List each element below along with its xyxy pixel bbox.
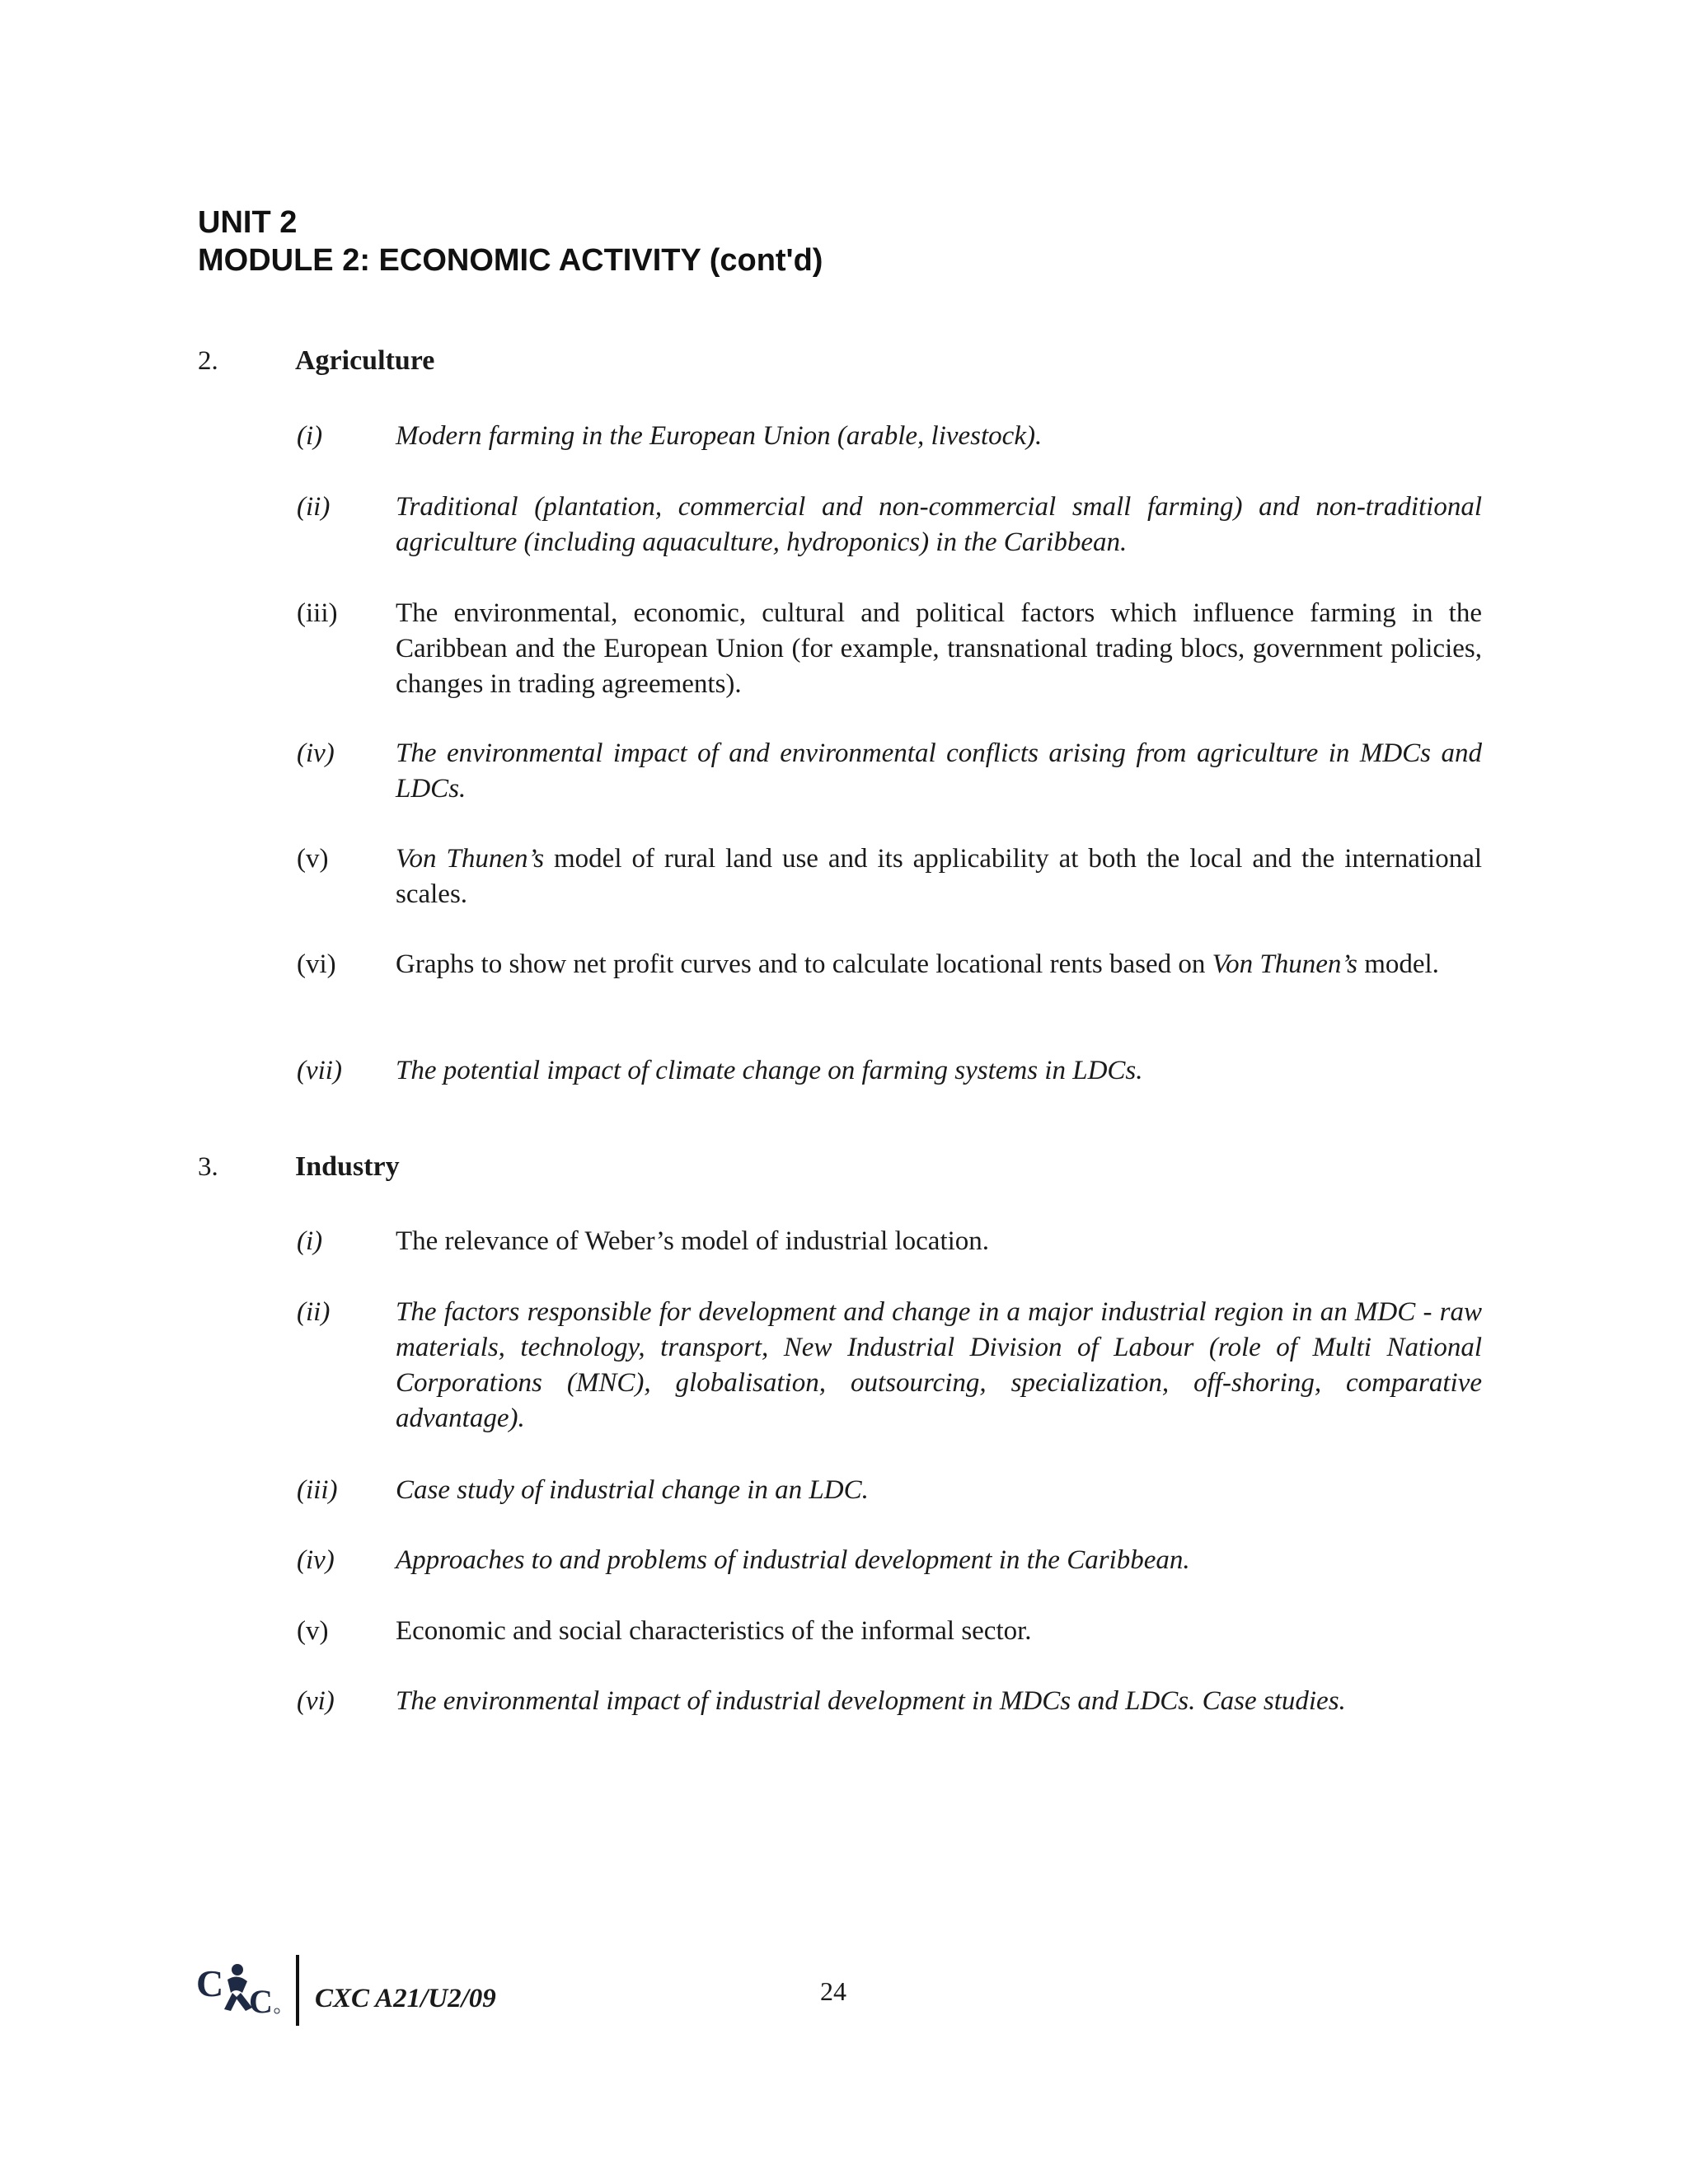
item-number: (ii) [297, 1297, 331, 1327]
item-text [396, 841, 1482, 912]
section-title: Industry [295, 1151, 400, 1182]
item-text-rest: model of rural land use and its applicability at both the local and the international scales. [396, 844, 1483, 909]
item-number: (iv) [297, 1545, 335, 1575]
unit-title: UNIT 2 [198, 205, 298, 240]
svg-text:C: C [196, 1962, 224, 2004]
item-number: (vi) [297, 949, 336, 979]
item-text-post: model. [1357, 949, 1439, 979]
item-number: (v) [297, 1616, 329, 1646]
item-number: (v) [297, 844, 329, 874]
item-text: Case study of industrial change in an LDC. [396, 1475, 869, 1505]
item-text: Economic and social characteristics of the informal sector. [396, 1616, 1032, 1646]
item-text-emphasis: Von Thunen’s [396, 844, 545, 874]
item-number: (iv) [297, 738, 335, 768]
document-code: CXC A21/U2/09 [315, 1984, 496, 2013]
item-number: (vii) [297, 1056, 342, 1085]
item-text: Approaches to and problems of industrial development in the Caribbean. [396, 1545, 1190, 1575]
footer-divider [296, 1955, 299, 2026]
section-industry [198, 1146, 1484, 1188]
item-number: (iii) [297, 1475, 338, 1505]
item-text [396, 947, 1482, 982]
item-number: (i) [297, 1226, 323, 1256]
module-title: MODULE 2: ECONOMIC ACTIVITY (cont'd) [198, 243, 823, 278]
section-agriculture [198, 340, 1484, 382]
item-number: (ii) [297, 492, 331, 522]
item-text: The environmental impact of and environmental conflicts arising from agriculture in MDCs and LDCs. [396, 738, 1482, 804]
cxc-logo-icon [195, 1960, 292, 2018]
svg-text:C: C [249, 1983, 273, 2018]
item-text: The relevance of Weber’s model of industrial location. [396, 1226, 990, 1256]
item-text-pre: Graphs to show net profit curves and to calculate locational rents based on [396, 949, 1212, 979]
section-number: 3. [198, 1152, 218, 1182]
section-number: 2. [198, 346, 218, 376]
item-text: Traditional (plantation, commercial and non-commercial small farming) and non-traditional agriculture (including aquaculture, hydroponics) in the Caribbean. [396, 492, 1482, 557]
item-text: The environmental impact of industrial development in MDCs and LDCs. Case studies. [396, 1686, 1346, 1716]
section-title: Agriculture [295, 345, 435, 376]
item-number: (vi) [297, 1686, 335, 1716]
item-text: The factors responsible for development and change in a major industrial region in an MDC - raw materials, technology, transport, New Industrial Division of Labour (role of Multi National Corporations (MNC), globalisation, outsourcing, specialization, off-shoring, comparative advantage). [396, 1297, 1482, 1433]
item-number: (iii) [297, 598, 338, 628]
page-number: 24 [820, 1976, 846, 2006]
item-text-emphasis: Von Thunen’s [1212, 949, 1357, 979]
item-text: Modern farming in the European Union (arable, livestock). [396, 421, 1043, 451]
item-text: The environmental, economic, cultural and political factors which influence farming in the Caribbean and the European Union (for example, transnational trading blocs, government policies, changes in trading agreements). [396, 598, 1482, 699]
item-number: (i) [297, 421, 323, 451]
item-text: The potential impact of climate change on farming systems in LDCs. [396, 1056, 1143, 1085]
